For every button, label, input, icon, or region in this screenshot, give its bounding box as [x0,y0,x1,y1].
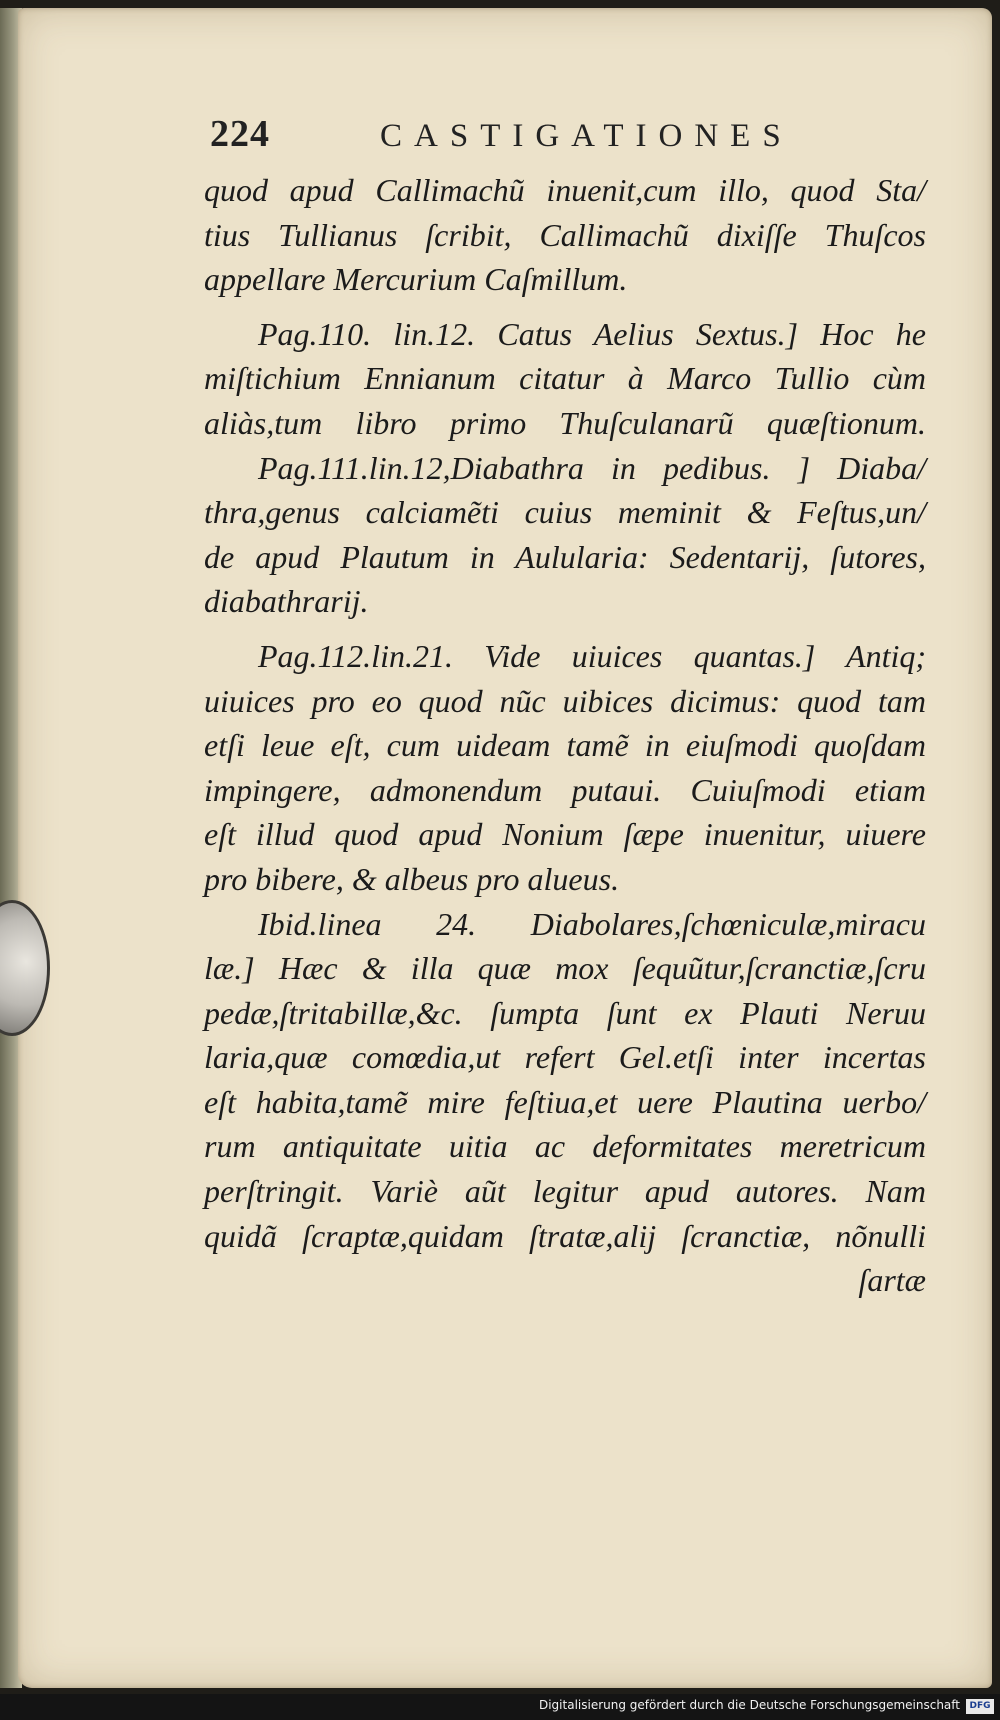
running-title: CASTIGATIONES [380,118,793,154]
text-line: perſtringit. Variè aũt legitur apud autores. Nam [204,1173,926,1210]
text-line: pedæ,ſtritabillæ,&c. ſumpta ſunt ex Plauti Neruu [204,994,926,1031]
dfg-logo: DFG [966,1699,994,1714]
text-line: pro bibere, & albeus pro alueus. [204,860,620,897]
text-line: thra,genus calciamẽti cuius meminit & Feſtus,un/ [204,494,926,531]
text-line: Pag.110. lin.12. Catus Aelius Sextus.] Hoc he [258,315,926,352]
text-line: eſt habita,tamẽ mire feſtiua,et uere Plautina uerbo/ [204,1083,926,1120]
text-line: miſtichium Ennianum citatur à Marco Tullio cùm [204,360,926,397]
text-line: quod apud Callimachũ inuenit,cum illo, quod Sta/ [204,172,926,208]
text-line: aliàs,tum libro primo Thuſculanarũ quæſtionum. [204,404,926,441]
text-line: Pag.111.lin.12,Diabathra in pedibus. ] Diaba/ [258,449,926,486]
text-line: appellare Mercurium Caſmillum. [204,261,628,298]
text-line: rum antiquitate uitia ac deformitates meretricum [204,1128,926,1165]
text-line: diabathrarij. [204,583,369,620]
funding-credit: Digitalisierung gefördert durch die Deutsche Forschungsgemeinschaft [538,1698,960,1712]
text-line: læ.] Hæc & illa quæ mox ſequũtur,ſcranctiæ,ſcru [204,950,926,987]
catchword: ſartæ [858,1262,926,1299]
text-line: laria,quæ comœdia,ut refert Gel.etſi inter incertas [204,1039,926,1076]
running-header [210,112,890,156]
text-line: etſi leue eſt, cum uideam tamẽ in eiuſmodi quoſdam [204,727,926,764]
text-line: impingere, admonendum putaui. Cuiuſmodi etiam [204,771,926,808]
text-line: tius Tullianus ſcribit, Callimachũ dixiſſe Thuſcos [204,216,926,253]
page-text [204,168,926,1303]
text-line: de apud Plautum in Aulularia: Sedentarij, ſutores, [204,538,926,575]
text-line: uiuices pro eo quod nũc uibices dicimus: quod tam [204,682,926,719]
text-line: Ibid.linea 24. Diabolares,ſchœniculæ,miracu [258,905,926,942]
text-line: quidã ſcraptæ,quidam ſtratæ,alij ſcranctiæ, nõnulli [204,1217,926,1254]
page-number: 224 [210,113,270,155]
footer-bar [0,1694,1000,1720]
text-line: Pag.112.lin.21. Vide uiuices quantas.] Antiq; [258,637,926,674]
text-line: eſt illud quod apud Nonium ſæpe inuenitur, uiuere [204,816,926,853]
